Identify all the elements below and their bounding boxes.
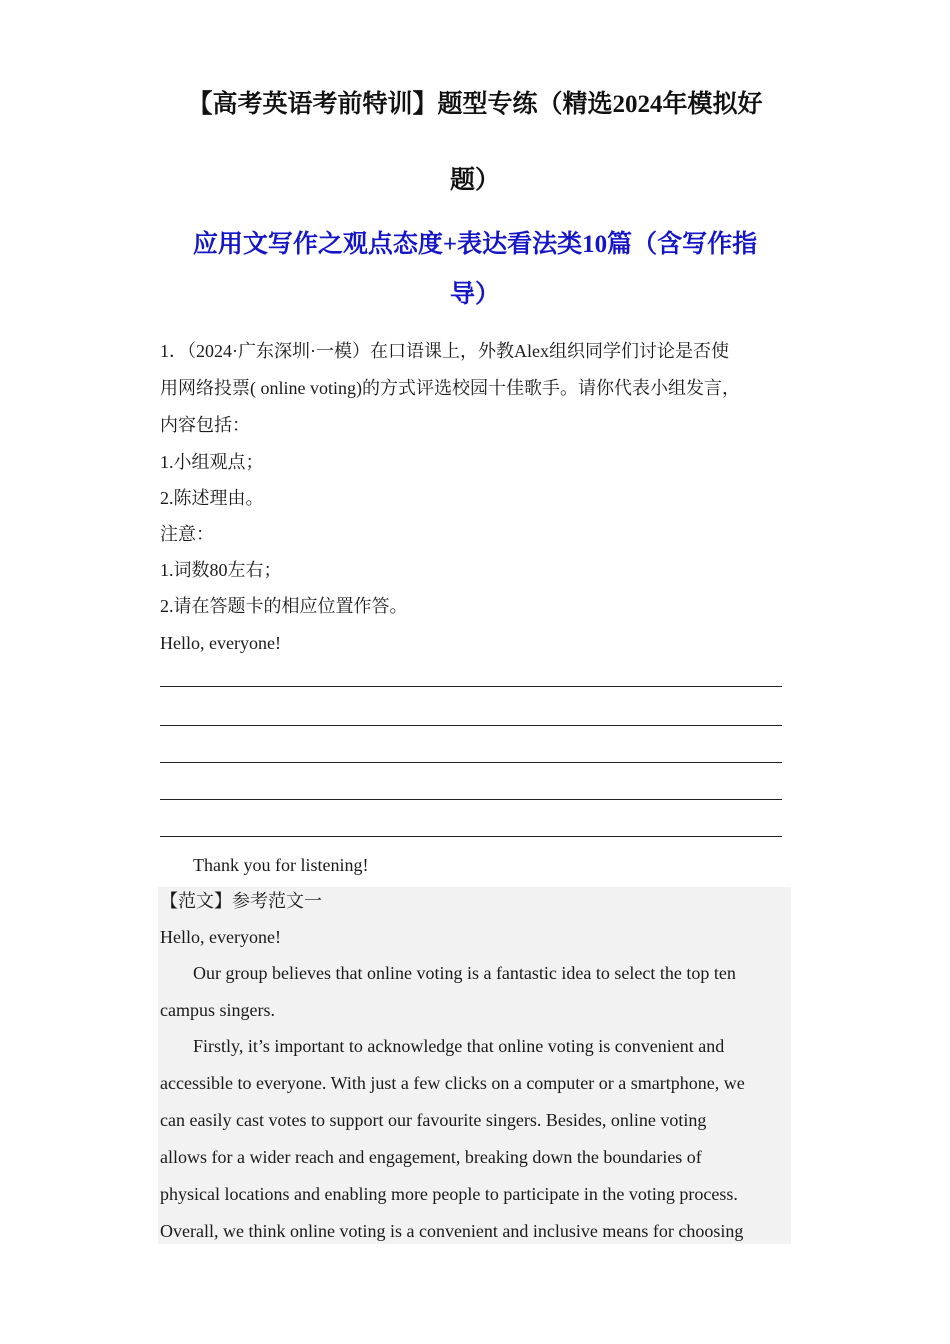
page-subtitle-line-2: 导） <box>449 281 500 308</box>
answer-blank-line[interactable] <box>160 799 782 800</box>
answer-blank-line[interactable] <box>160 725 782 726</box>
answer-closing: Thank you for listening! <box>193 855 369 875</box>
answer-blank-line[interactable] <box>160 836 782 837</box>
model-essay-line: Overall, we think online voting is a convenient and inclusive means for choosing <box>160 1221 744 1241</box>
note-item-2: 2.请在答题卡的相应位置作答。 <box>160 596 408 616</box>
question-prompt-line-2: 用网络投票( online voting)的方式评选校园十佳歌手。请你代表小组发言， <box>160 378 740 398</box>
page-subtitle-line-1: 应用文写作之观点态度+表达看法类10篇（含写作指 <box>192 231 758 258</box>
answer-greeting: Hello, everyone! <box>160 633 281 653</box>
requirement-item-1: 1.小组观点； <box>160 452 264 472</box>
page-title-line-2: 题） <box>449 167 500 194</box>
model-essay-line: Our group believes that online voting is a fantastic idea to select the top ten <box>193 963 736 983</box>
model-essay-line: accessible to everyone. With just a few clicks on a computer or a smartphone, we <box>160 1073 745 1093</box>
question-prompt-line-1: 1．（2024·广东深圳·一模）在口语课上，外教Alex组织同学们讨论是否使 <box>160 341 729 361</box>
requirement-item-2: 2.陈述理由。 <box>160 488 264 508</box>
notes-label: 注意： <box>160 524 214 544</box>
model-essay-line: can easily cast votes to support our favourite singers. Besides, online voting <box>160 1110 707 1130</box>
question-prompt-line-3: 内容包括： <box>160 415 250 435</box>
model-essay-greeting: Hello, everyone! <box>160 927 281 947</box>
answer-blank-line[interactable] <box>160 686 782 687</box>
model-essay-line: physical locations and enabling more people to participate in the voting process. <box>160 1184 738 1204</box>
model-essay-label: 【范文】参考范文一 <box>160 891 322 911</box>
model-essay-line: Firstly, it’s important to acknowledge that online voting is convenient and <box>193 1036 725 1056</box>
answer-blank-line[interactable] <box>160 762 782 763</box>
model-essay-line: allows for a wider reach and engagement, breaking down the boundaries of <box>160 1147 702 1167</box>
note-item-1: 1.词数80左右； <box>160 560 282 580</box>
model-essay-line: campus singers. <box>160 1000 275 1020</box>
page-title-line-1: 【高考英语考前特训】题型专练（精选2024年模拟好 <box>187 91 763 118</box>
